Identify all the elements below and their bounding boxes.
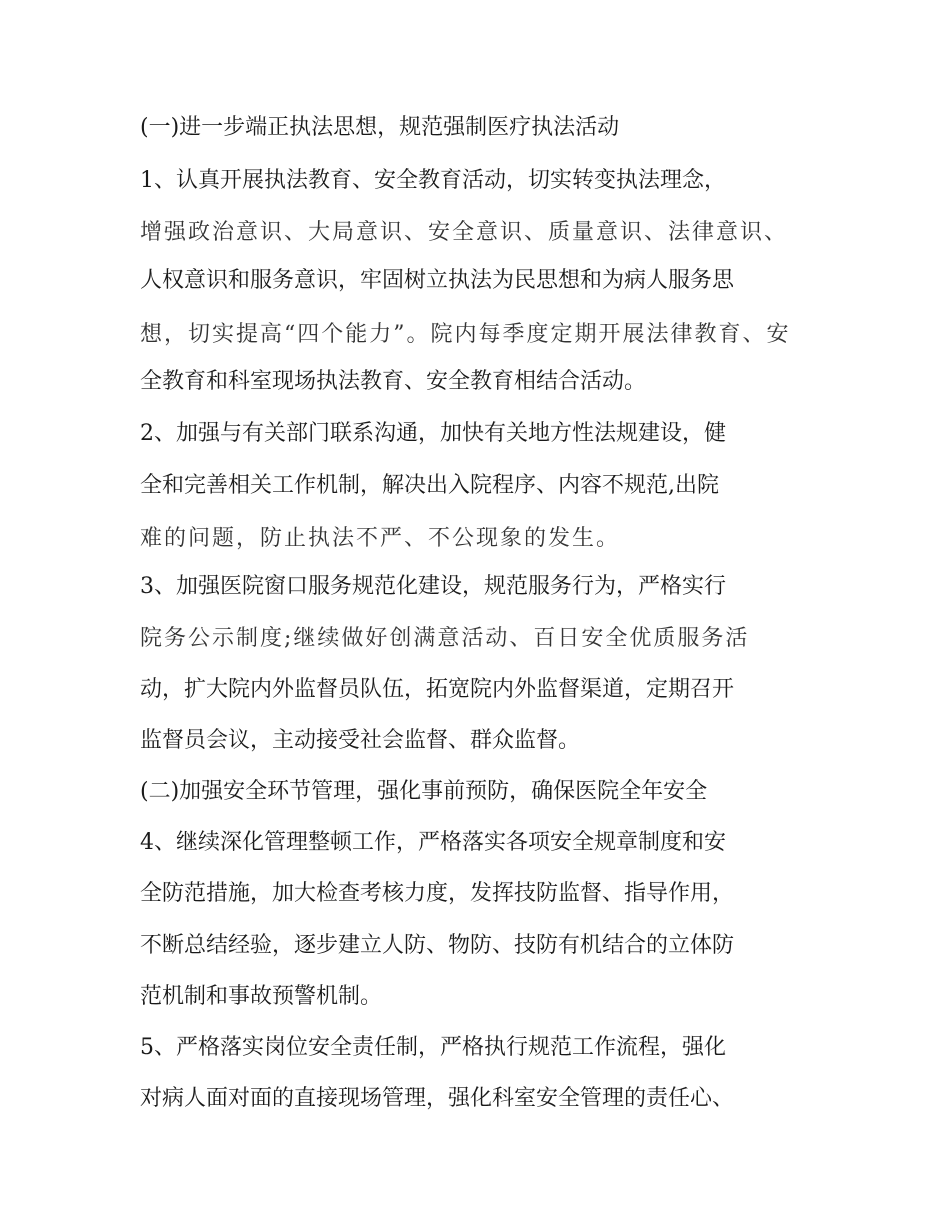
paragraph-line: 4、继续深化管理整顿工作，严格落实各项安全规章制度和安 [140, 830, 726, 855]
paragraph-line: 全防范措施，加大检查考核力度，发挥技防监督、指导作用， [140, 881, 735, 906]
paragraph-line: 2、加强与有关部门联系沟通，加快有关地方性法规建设，健 [140, 421, 726, 446]
paragraph-line: 院务公示制度;继续做好创满意活动、百日安全优质服务活 [140, 626, 750, 651]
paragraph-line: 范机制和事故预警机制。 [140, 984, 383, 1009]
paragraph-line: 1、认真开展执法教育、安全教育活动，切实转变执法理念， [140, 168, 726, 193]
paragraph-line: 想，切实提高“四个能力”。院内每季度定期开展法律教育、安 [140, 322, 791, 347]
paragraph-line: 人权意识和服务意识，牢固树立执法为民思想和为病人服务思 [140, 268, 735, 293]
paragraph-line: 全教育和科室现场执法教育、安全教育相结合活动。 [140, 369, 647, 394]
paragraph-line: 5、严格落实岗位安全责任制，严格执行规范工作流程，强化 [140, 1035, 726, 1060]
paragraph-line: 3、加强医院窗口服务规范化建设，规范服务行为，严格实行 [140, 574, 726, 599]
section-heading-1: (一)进一步端正执法思想，规范强制医疗执法活动 [140, 115, 620, 140]
section-heading-2: (二)加强安全环节管理，强化事前预防，确保医院全年安全 [140, 779, 708, 804]
paragraph-line: 监督员会议，主动接受社会监督、群众监督。 [140, 728, 581, 753]
paragraph-line: 增强政治意识、大局意识、安全意识、质量意识、法律意识、 [140, 220, 789, 245]
paragraph-line: 全和完善相关工作机制，解决出入院程序、内容不规范,出院 [140, 473, 719, 498]
paragraph-line: 难的问题，防止执法不严、不公现象的发生。 [140, 526, 621, 551]
paragraph-line: 动，扩大院内外监督员队伍，拓宽院内外监督渠道，定期召开 [140, 677, 735, 702]
paragraph-line: 不断总结经验，逐步建立人防、物防、技防有机结合的立体防 [140, 933, 735, 958]
paragraph-line: 对病人面对面的直接现场管理，强化科室安全管理的责任心、 [140, 1086, 735, 1111]
